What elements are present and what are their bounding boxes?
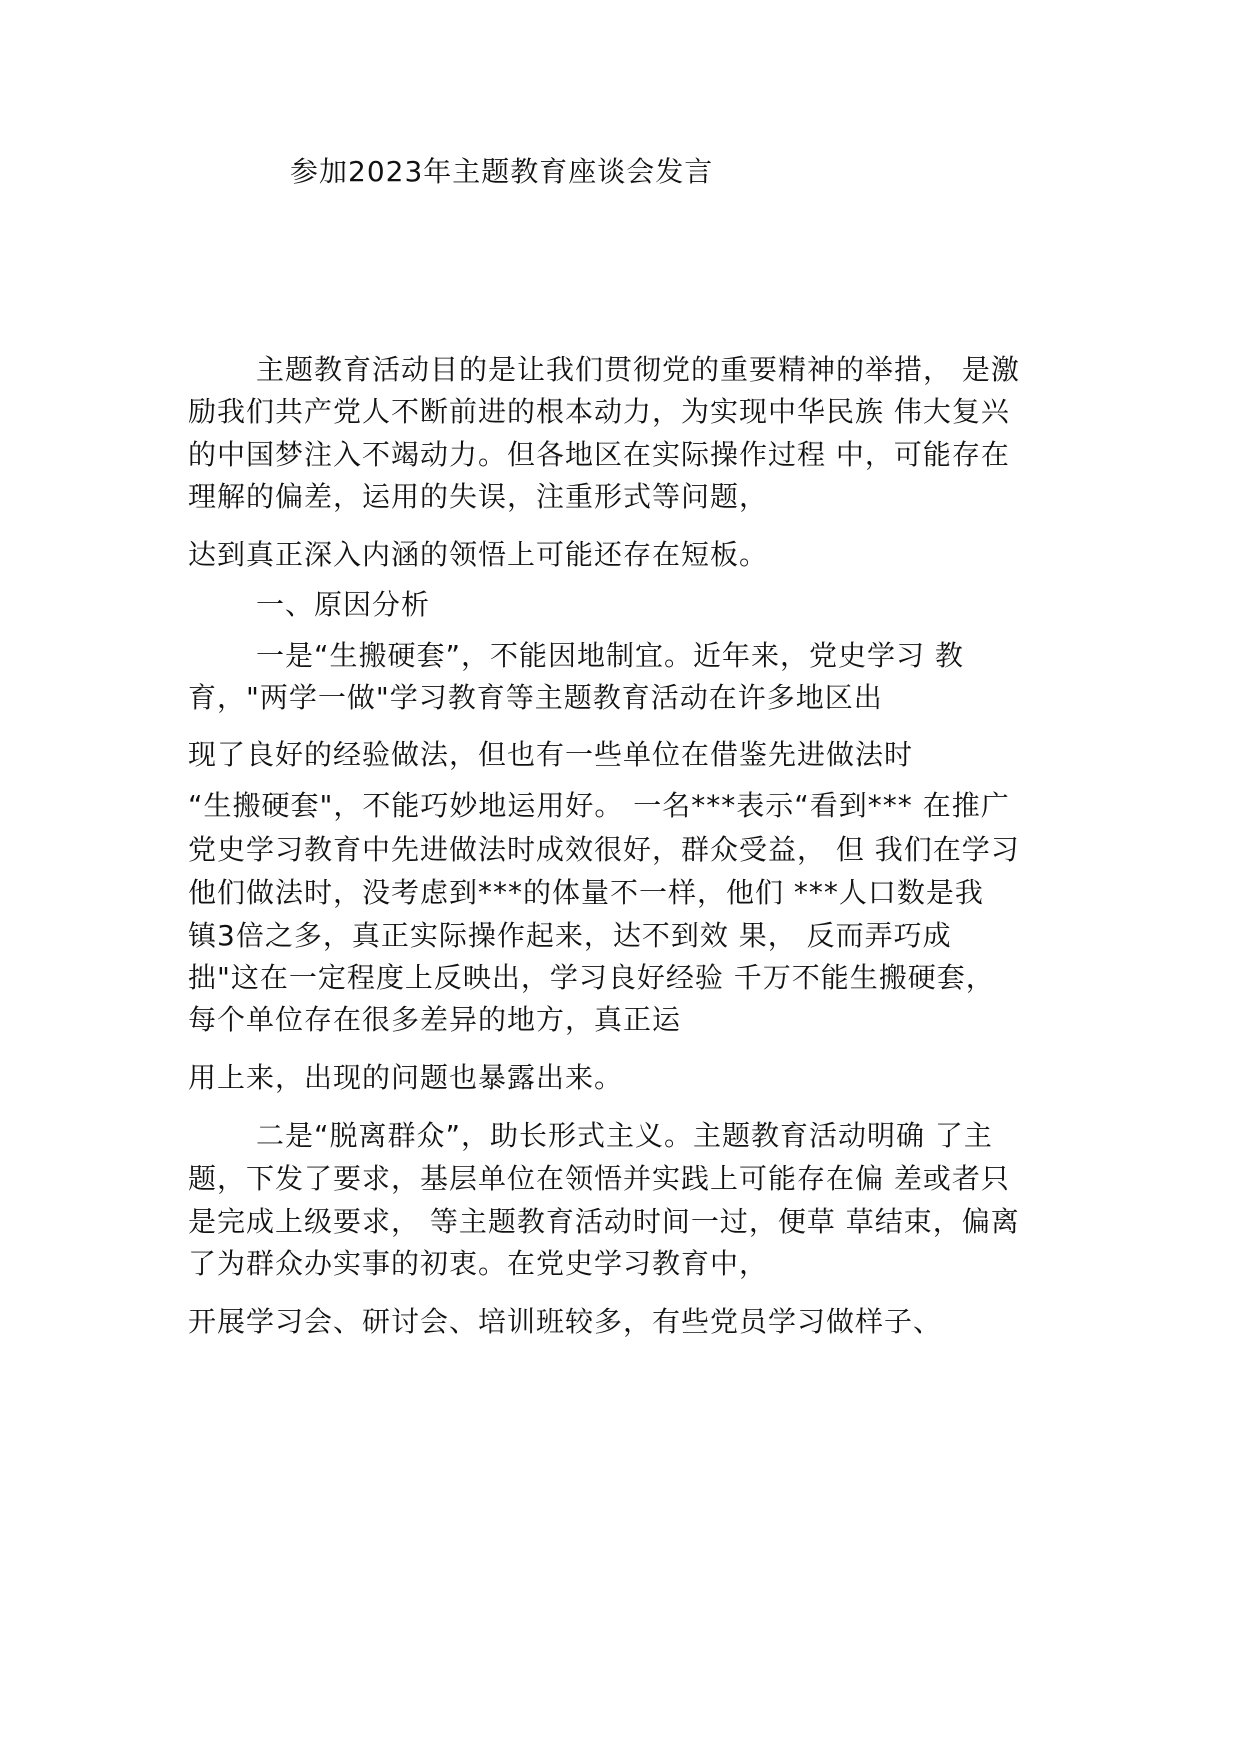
paragraph-line: 了为群众办实事的初衷。在党史学习教育中， bbox=[188, 1247, 769, 1280]
paragraph-line: 现了良好的经验做法，但也有一些单位在借鉴先进做法时 bbox=[188, 738, 914, 771]
paragraph-line: 主题教育活动目的是让我们贯彻党的重要精神的举措， 是激 bbox=[256, 353, 1020, 386]
paragraph-line: 的中国梦注入不竭动力。但各地区在实际操作过程 中，可能存在 bbox=[188, 438, 1010, 471]
paragraph-line: 每个单位存在很多差异的地方，真正运 bbox=[188, 1003, 682, 1036]
paragraph-line: 拙"这在一定程度上反映出，学习良好经验 千万不能生搬硬套， bbox=[188, 961, 995, 994]
paragraph-line: 二是“脱离群众”，助长形式主义。主题教育活动明确 了主 bbox=[256, 1119, 993, 1152]
paragraph-line: 是完成上级要求， 等主题教育活动时间一过，便草 草结束，偏离 bbox=[188, 1205, 1020, 1238]
document-title: 参加2023年主题教育座谈会发言 bbox=[290, 155, 714, 188]
paragraph-line: 励我们共产党人不断前进的根本动力，为实现中华民族 伟大复兴 bbox=[188, 395, 1010, 428]
paragraph-line: 镇3倍之多，真正实际操作起来，达不到效 果， 反而弄巧成 bbox=[188, 919, 952, 952]
section-heading: 一、原因分析 bbox=[256, 588, 431, 621]
paragraph-line: “生搬硬套"，不能巧妙地运用好。 一名***表示“看到*** 在推广 bbox=[188, 789, 1010, 822]
paragraph-line: 党史学习教育中先进做法时成效很好，群众受益， 但 我们在学习 bbox=[188, 833, 1020, 866]
paragraph-line: 达到真正深入内涵的领悟上可能还存在短板。 bbox=[188, 538, 769, 571]
paragraph-line: 一是“生搬硬套”，不能因地制宜。近年来，党史学习 教 bbox=[256, 639, 964, 672]
paragraph-line: 开展学习会、研讨会、培训班较多，有些党员学习做样子、 bbox=[188, 1305, 943, 1338]
paragraph-line: 育，"两学一做"学习教育等主题教育活动在许多地区出 bbox=[188, 681, 883, 714]
paragraph-line: 理解的偏差，运用的失误，注重形式等问题， bbox=[188, 480, 769, 513]
paragraph-line: 题，下发了要求，基层单位在领悟并实践上可能存在偏 差或者只 bbox=[188, 1162, 1010, 1195]
paragraph-line: 他们做法时，没考虑到***的体量不一样，他们 ***人口数是我 bbox=[188, 876, 984, 909]
paragraph-line: 用上来，出现的问题也暴露出来。 bbox=[188, 1061, 624, 1094]
